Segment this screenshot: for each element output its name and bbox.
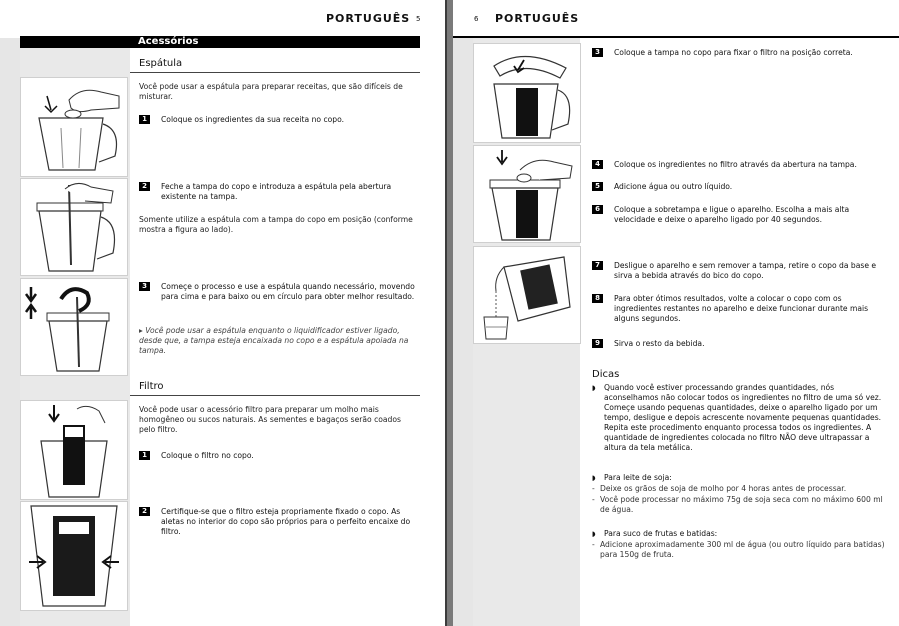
right-margin-band	[453, 38, 473, 626]
step-text: Coloque a sobretampa e ligue o aparelho. Escolha a mais alta velocidade e deixe o aparelho ligado por 40 segundos.	[614, 205, 850, 224]
step-text: Sirva o resto da bebida.	[614, 339, 705, 348]
espatula-intro: Você pode usar a espátula para preparar receitas, que são difíceis de misturar.	[139, 82, 403, 101]
dash-icon: -	[592, 484, 595, 493]
espatula-step-1	[139, 115, 419, 125]
step-number: 4	[592, 160, 603, 169]
espatula-step-2	[139, 182, 419, 202]
illustration-filter-insert	[20, 400, 128, 500]
illustration-filter-fixed	[20, 501, 128, 611]
filtro-step-2	[139, 507, 419, 537]
filtro-title: Filtro	[139, 381, 164, 392]
step-text: Coloque a tampa no copo para fixar o filtro na posição correta.	[614, 48, 853, 57]
step-text: Para obter ótimos resultados, volte a colocar o copo com os ingredientes restantes no aparelho e deixe funcionar durante mais alguns segundos.	[614, 294, 869, 323]
page-header: PORTUGUÊS	[326, 12, 411, 25]
page-header: PORTUGUÊS	[495, 12, 580, 25]
step-8	[592, 294, 882, 324]
rule	[130, 72, 420, 73]
step-text: Começe o processo e use a espátula quando necessário, movendo para cima e para baixo ou em círculo para obter melhor resultado.	[161, 282, 415, 301]
bullet-icon: ◗	[592, 474, 596, 482]
tip-2-item	[592, 495, 886, 515]
step-5	[592, 182, 882, 192]
step-number: 7	[592, 261, 603, 270]
dash-icon: -	[592, 495, 595, 504]
step-number: 1	[139, 115, 150, 124]
item-text: Adicione aproximadamente 300 ml de água (ou outro líquido para batidas) para 150g de fruta.	[600, 540, 885, 559]
book-spine-edge	[445, 0, 447, 626]
item-text: Você pode processar no máximo 75g de soja seca com no máximo 600 ml de água.	[600, 495, 883, 514]
bullet-icon: ◗	[592, 530, 596, 538]
section-title: Acessórios	[138, 36, 199, 47]
header-rule	[453, 36, 899, 38]
step-text: Certifique-se que o filtro esteja propriamente fixado o copo. As aletas no interior do copo são próprios para o perfeito encaixe do filtro.	[161, 507, 411, 536]
left-page	[0, 0, 445, 626]
dicas-title: Dicas	[592, 369, 620, 380]
espatula-step3-note	[139, 326, 421, 356]
step-number: 2	[139, 182, 150, 191]
step-number: 5	[592, 182, 603, 191]
blender-jar-icon	[21, 78, 127, 176]
rule	[130, 395, 420, 396]
espatula-step2-note: Somente utilize a espátula com a tampa do copo em posição (conforme mostra a figura ao lado).	[139, 215, 413, 234]
step-number: 1	[139, 451, 150, 460]
filtro-step-1	[139, 451, 419, 461]
step-number: 9	[592, 339, 603, 348]
espatula-title: Espátula	[139, 58, 183, 69]
step-4	[592, 160, 882, 170]
illustration-pour-drink	[473, 246, 581, 344]
tip-text: Para leite de soja:	[604, 473, 672, 482]
left-margin-band	[0, 38, 20, 626]
espatula-step-3	[139, 282, 419, 302]
illustration-add-ingredients-filter	[473, 145, 581, 243]
step-number: 6	[592, 205, 603, 214]
tip-text: Para suco de frutas e batidas:	[604, 529, 718, 538]
illustration-lid-on	[473, 43, 581, 143]
step-text: Coloque os ingredientes no filtro através da abertura na tampa.	[614, 160, 857, 169]
page-number: 5	[416, 15, 421, 23]
stirring-arrows-icon	[21, 279, 127, 375]
section-title-bar	[20, 36, 420, 48]
pour-jar-icon	[474, 247, 580, 343]
filter-icon	[21, 401, 127, 499]
tip-1	[592, 383, 886, 453]
step-text: Coloque os ingredientes da sua receita no copo.	[161, 115, 345, 124]
tip-3-item	[592, 540, 886, 560]
step-6	[592, 205, 882, 225]
illustration-spatula-stir	[20, 278, 128, 376]
step-3	[592, 48, 882, 58]
step-number: 3	[592, 48, 603, 57]
step-text: Adicione água ou outro líquido.	[614, 182, 733, 191]
step-number: 8	[592, 294, 603, 303]
dash-icon: -	[592, 540, 595, 549]
tip-3	[592, 529, 886, 539]
note-text: Você pode usar a espátula enquanto o liquidificador estiver ligado, desde que, a tampa esteja encaixada no copo e a espátula apoiada na tampa.	[139, 326, 409, 355]
blender-with-lid-icon	[21, 179, 127, 275]
filtro-intro: Você pode usar o acessório filtro para preparar um molho mais homogêneo ou sucos naturais. As sementes e bagaços serão coados pelo filtro.	[139, 405, 401, 434]
step-7	[592, 261, 882, 281]
item-text: Deixe os grãos de soja de molho por 4 horas antes de processar.	[600, 484, 847, 493]
step-text: Coloque o filtro no copo.	[161, 451, 254, 460]
step-text: Desligue o aparelho e sem remover a tampa, retire o copo da base e sirva a bebida através do bico do copo.	[614, 261, 877, 280]
step-number: 3	[139, 282, 150, 291]
bullet-icon: ◗	[592, 384, 596, 392]
bullet-icon: ▸	[139, 326, 146, 335]
illustration-spatula-add-ingredients	[20, 77, 128, 177]
page-number: 6	[474, 15, 479, 23]
illustration-spatula-insert	[20, 178, 128, 276]
tip-2	[592, 473, 886, 483]
filter-in-jar-icon	[21, 502, 127, 610]
step-number: 2	[139, 507, 150, 516]
jar-lid-icon	[474, 44, 580, 142]
tip-2-item	[592, 484, 886, 494]
tip-text: Quando você estiver processando grandes quantidades, nós aconselhamos não colocar todos os ingredientes no filtro de uma só vez. Começe usando pequenas quantidades, deixe o aparelho ligado por um tempo, desligue e depois acrescente novamente pequenas quantidades. Repita este procedimento enquanto processa todos os ingredientes. A quantidade de ingredientes colocada no filtro NÃO deve ultrapassar a altura da tela metálica.	[604, 383, 882, 452]
right-page	[453, 0, 899, 626]
step-text: Feche a tampa do copo e introduza a espátula pela abertura existente na tampa.	[161, 182, 392, 201]
step-9	[592, 339, 882, 349]
jar-add-ingredients-icon	[474, 146, 580, 242]
